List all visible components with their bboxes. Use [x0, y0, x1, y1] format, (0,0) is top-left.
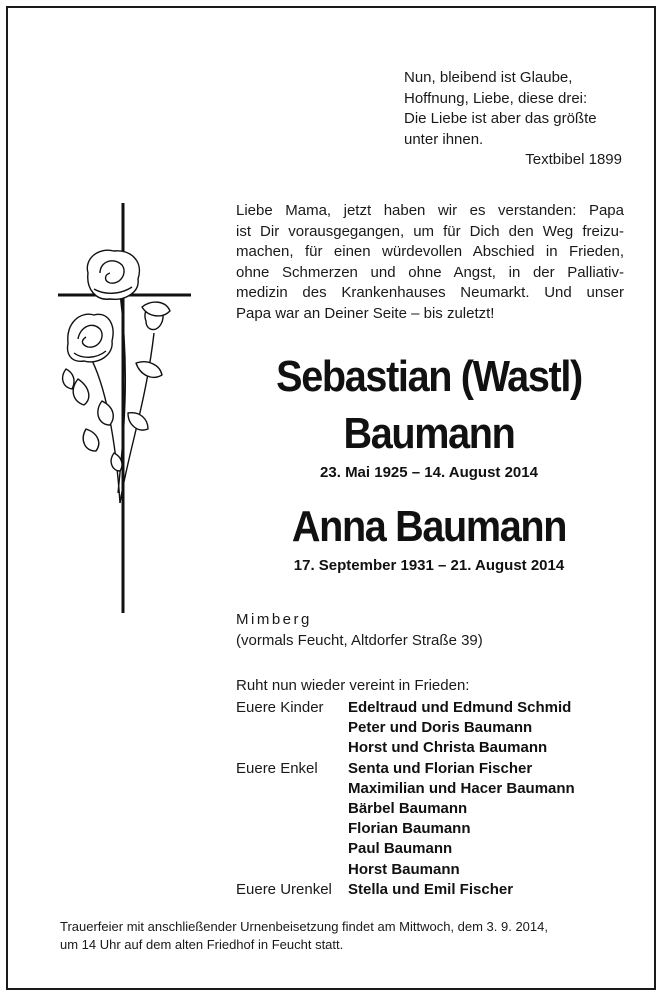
- cross-icon: [58, 203, 193, 613]
- place-block: [236, 610, 483, 651]
- quote-line: Nun, bleibend ist Glaube,: [404, 69, 573, 86]
- message-line: Papa war an Deiner Seite – bis zuletzt!: [236, 304, 495, 322]
- footer-line: Trauerfeier mit anschließender Urnenbeisetzung findet am Mittwoch, dem 3. 9. 2014,: [60, 919, 548, 934]
- footer-line: um 14 Uhr auf dem alten Friedhof in Feucht statt.: [60, 937, 344, 952]
- family-member: Maximilian und Hacer Baumann: [348, 779, 575, 797]
- message-line: Liebe Mama, jetzt haben wir es verstanden: Papa: [236, 202, 624, 219]
- family-member: Bärbel Baumann: [348, 800, 468, 818]
- deceased-surname-1: Baumann: [343, 409, 515, 458]
- roses-icon: [63, 250, 170, 503]
- message-line: ohne Schmerzen und ohne Angst, in der Palliativ-: [236, 263, 624, 281]
- family-member: Peter und Doris Baumann: [348, 719, 533, 737]
- family-member: Horst und Christa Baumann: [348, 739, 548, 757]
- family-member: Florian Baumann: [348, 820, 471, 838]
- message-line: ist Dir vorausgegangen, um für Dich den Weg freizu-: [236, 222, 624, 240]
- family-group-kinder: [236, 698, 575, 759]
- family-group-label: Euere Urenkel: [236, 880, 332, 898]
- funeral-notice: [60, 918, 630, 954]
- deceased-dates-1: 23. Mai 1925 – 14. August 2014: [320, 464, 538, 481]
- obituary-frame: [6, 6, 656, 990]
- family-member: Paul Baumann: [348, 840, 453, 858]
- family-intro: Ruht nun wieder vereint in Frieden:: [236, 677, 470, 694]
- quote-line: Hoffnung, Liebe, diese drei:: [404, 89, 588, 107]
- personal-message: [236, 201, 624, 324]
- family-group-label: Euere Kinder: [236, 699, 324, 716]
- deceased-name-2: Anna Baumann: [291, 502, 567, 551]
- quote-source: Textbibel 1899: [525, 151, 622, 168]
- family-member: Stella und Emil Fischer: [348, 880, 514, 898]
- family-group-label: Euere Enkel: [236, 759, 318, 777]
- family-member: Horst Baumann: [348, 860, 460, 878]
- family-group-enkel: [236, 759, 575, 880]
- bible-quote: [404, 68, 622, 171]
- family-group-names: [348, 880, 513, 900]
- message-line: medizin des Krankenhauses Neumarkt. Und unser: [236, 284, 624, 301]
- family-group-urenkel: [236, 880, 575, 900]
- quote-line: Die Liebe ist aber das größte: [404, 110, 597, 127]
- message-line: machen, für einen würdevollen Abschied in Frieden,: [236, 243, 624, 260]
- deceased-name-1: Sebastian (Wastl): [276, 352, 582, 401]
- family-member: Edeltraud und Edmund Schmid: [348, 699, 572, 716]
- place-address: (vormals Feucht, Altdorfer Straße 39): [236, 631, 483, 649]
- family-group-names: [348, 759, 575, 880]
- family-list: [236, 698, 575, 900]
- family-member: Senta und Florian Fischer: [348, 759, 533, 777]
- deceased-dates-2: 17. September 1931 – 21. August 2014: [293, 557, 565, 574]
- family-group-names: [348, 698, 571, 759]
- quote-line: unter ihnen.: [404, 130, 484, 148]
- place-name: Mimberg: [236, 611, 312, 628]
